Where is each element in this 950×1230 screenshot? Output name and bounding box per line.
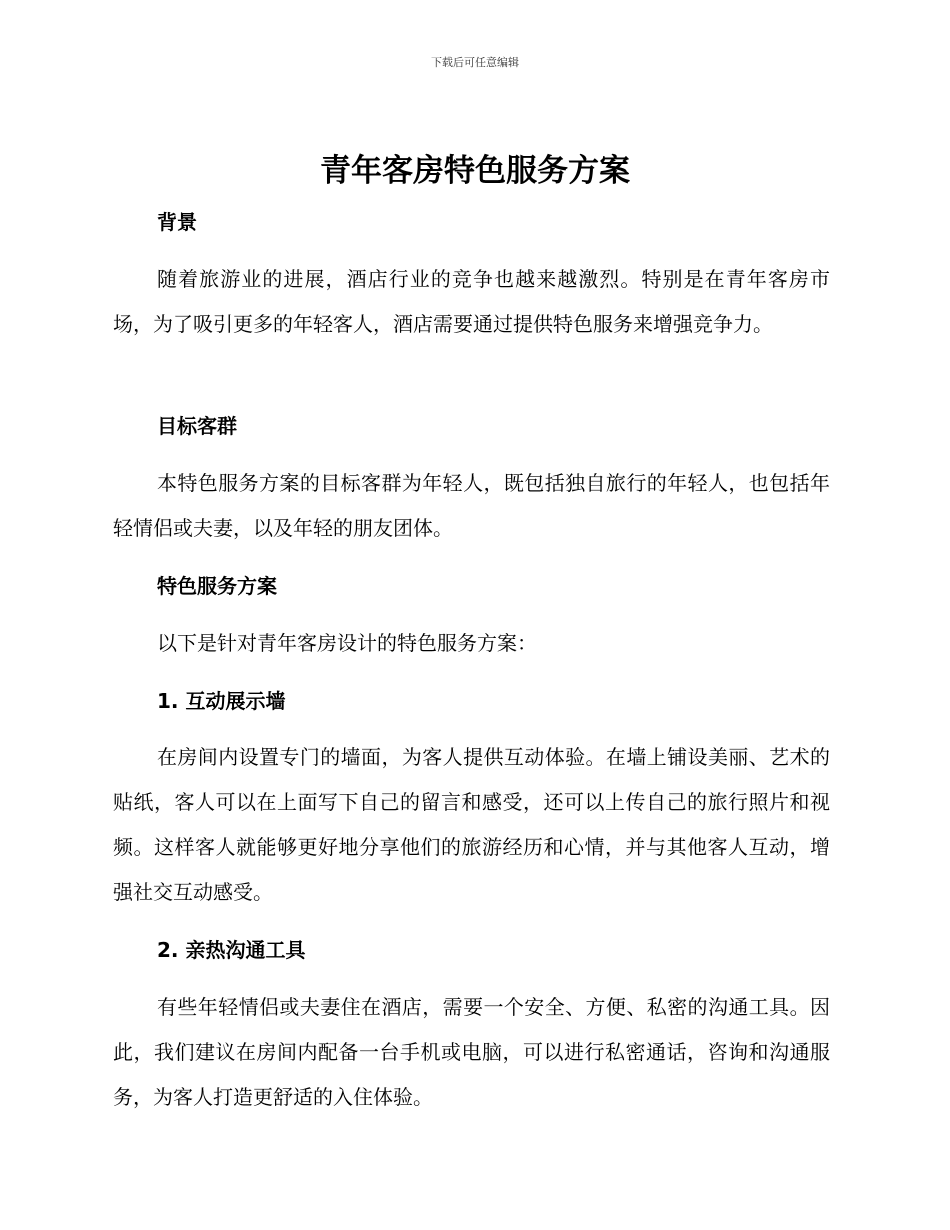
section-heading-service-plan: 特色服务方案 — [157, 574, 277, 598]
section-paragraph-communication-tool: 有些年轻情侣或夫妻住在酒店，需要一个安全、方便、私密的沟通工具。因此，我们建议在房间内配备一台手机或电脑，可以进行私密通话，咨询和沟通服务，为客人打造更舒适的入住体验。 — [113, 995, 830, 1109]
section-paragraph-interactive-wall: 在房间内设置专门的墙面，为客人提供互动体验。在墙上铺设美丽、艺术的贴纸，客人可以在上面写下自己的留言和感受，还可以上传自己的旅行照片和视频。这样客人就能够更好地分享他们的旅游经历和心情，并与其他客人互动，增强社交互动感受。 — [113, 745, 830, 904]
section-paragraph-background: 随着旅游业的进展，酒店行业的竞争也越来越激烈。特别是在青年客房市场，为了吸引更多的年轻客人，酒店需要通过提供特色服务来增强竞争力。 — [113, 267, 830, 336]
section-heading-communication-tool: 2. 亲热沟通工具 — [157, 938, 306, 962]
section-heading-background: 背景 — [157, 210, 197, 234]
section-heading-interactive-wall: 1. 互动展示墙 — [157, 689, 286, 713]
section-paragraph-target-audience: 本特色服务方案的目标客群为年轻人，既包括独自旅行的年轻人，也包括年轻情侣或夫妻，以及年轻的朋友团体。 — [113, 471, 830, 540]
document-title: 青年客房特色服务方案 — [320, 153, 630, 189]
page-header-note: 下载后可任意编辑 — [431, 56, 519, 69]
section-heading-target-audience: 目标客群 — [157, 414, 237, 438]
section-paragraph-service-plan: 以下是针对青年客房设计的特色服务方案： — [157, 631, 537, 655]
